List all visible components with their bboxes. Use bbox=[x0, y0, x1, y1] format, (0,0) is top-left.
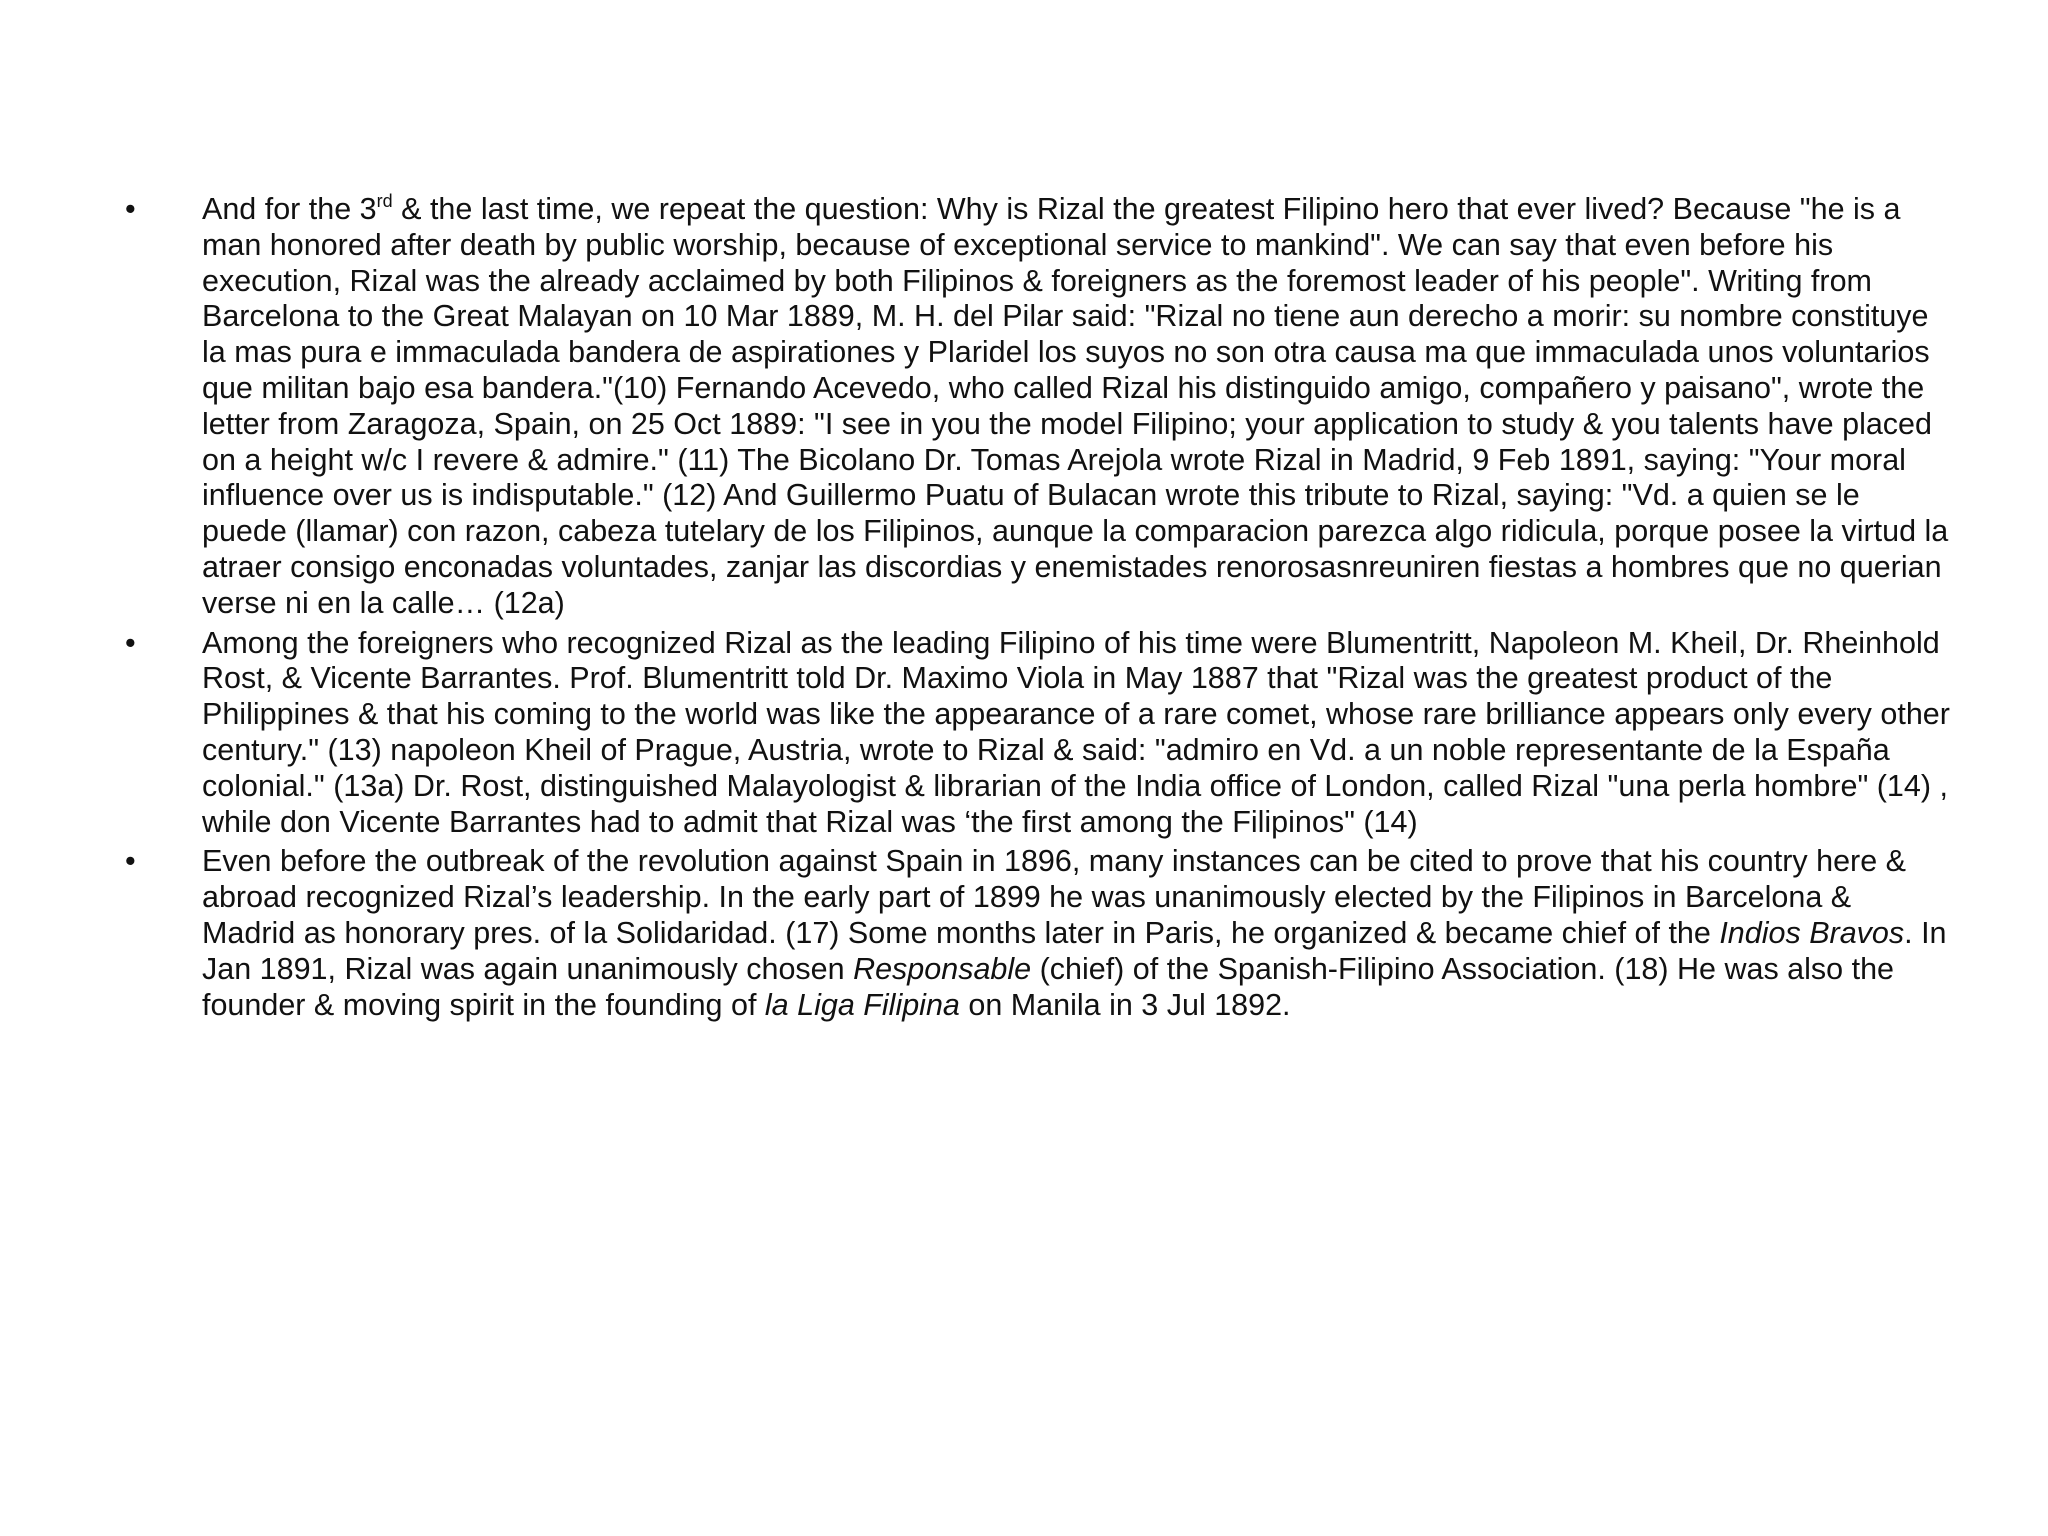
text-segment: And for the 3 bbox=[202, 192, 377, 226]
italic-text: la Liga Filipina bbox=[764, 987, 960, 1022]
text-segment: . In Jan 1891, Rizal was again unanimously chosen bbox=[202, 915, 1947, 986]
text-segment: Even before the outbreak of the revolution against Spain in 1896, many instances can be cited to prove that his country here & abroad recognized Rizal’s leadership. In the early part of 1899 he was unanimously elected by the Filipinos in Barcelona & Madrid as honorary pres. of la Solidaridad. (17) Some months later in Paris, he organized & became chief of the bbox=[202, 844, 1906, 950]
bullet-icon: • bbox=[125, 192, 136, 226]
bullet-text-2: Among the foreigners who recognized Rizal as the leading Filipino of his time were Blumentritt, Napoleon M. Kheil, Dr. Rheinhold Rost, & Vicente Barrantes. Prof. Blumentritt told Dr. Maximo Viola in May 1887 that "Rizal was the greatest product of the Philippines & that his coming to the world was like the appearance of a rare comet, whose rare brilliance appears only every other century." (13) napoleon Kheil of Prague, Austria, wrote to Rizal & said: "admiro en Vd. a un noble representante de la España colonial." (13a) Dr. Rost, distinguished Malayologist & librarian of the India office of London, called Rizal "una perla hombre" (14) , while don Vicente Barrantes had to admit that Rizal was ‘the first among the Filipinos" (14) bbox=[202, 625, 1950, 839]
text-segment: & the last time, we repeat the question: Why is Rizal the greatest Filipino hero that ever lived? Because "he is a man honored after death by public worship, because of exceptional service to mankind". We can say that even before his execution, Rizal was the already acclaimed by both Filipinos & foreigners as the foremost leader of his people". Writing from Barcelona to the Great Malayan on 10 Mar 1889, M. H. del Pilar said: "Rizal no tiene aun derecho a morir: su nombre constituye la mas pura e immaculada bandera de aspirationes y Plaridel los suyos no son otra causa ma que immaculada unos voluntarios que militan bajo esa bandera."(10) Fernando Acevedo, who called Rizal his distinguido amigo, compañero y paisano", wrote the letter from Zaragoza, Spain, on 25 Oct 1889: "I see in you the model Filipino; your application to study & you talents have placed on a height w/c I revere & admire." (11) The Bicolano Dr. Tomas Arejola wrote Rizal in Madrid, 9 Feb 1891, saying: "Your moral influence over us is indisputable." (12) And Guillermo Puatu of Bulacan wrote this tribute to Rizal, saying: "Vd. a quien se le puede (llamar) con razon, cabeza tutelary de los Filipinos, aunque la comparacion parezca algo ridicula, porque posee la virtud la atraer consigo enconadas voluntades, zanjar las discordias y enemistades renorosasnreuniren fiestas a hombres que no querian verse ni en la calle… (12a) bbox=[202, 192, 1949, 620]
bullet-icon: • bbox=[125, 625, 136, 660]
ordinal-superscript: rd bbox=[376, 191, 393, 211]
italic-text: Responsable bbox=[853, 951, 1032, 986]
bullet-item-2 bbox=[120, 626, 1950, 841]
bullet-text-3 bbox=[202, 844, 1950, 1023]
bullet-icon: • bbox=[125, 844, 136, 879]
bullet-list bbox=[120, 192, 1950, 1027]
text-segment: on Manila in 3 Jul 1892. bbox=[959, 987, 1291, 1022]
bullet-item-1 bbox=[120, 192, 1950, 622]
italic-text: Indios Bravos bbox=[1719, 915, 1905, 950]
text-segment: (chief) of the Spanish-Filipino Association. (18) He was also the founder & moving spirit in the founding of bbox=[202, 951, 1895, 1022]
bullet-item-3 bbox=[120, 844, 1950, 1023]
bullet-text-1 bbox=[202, 192, 1950, 622]
